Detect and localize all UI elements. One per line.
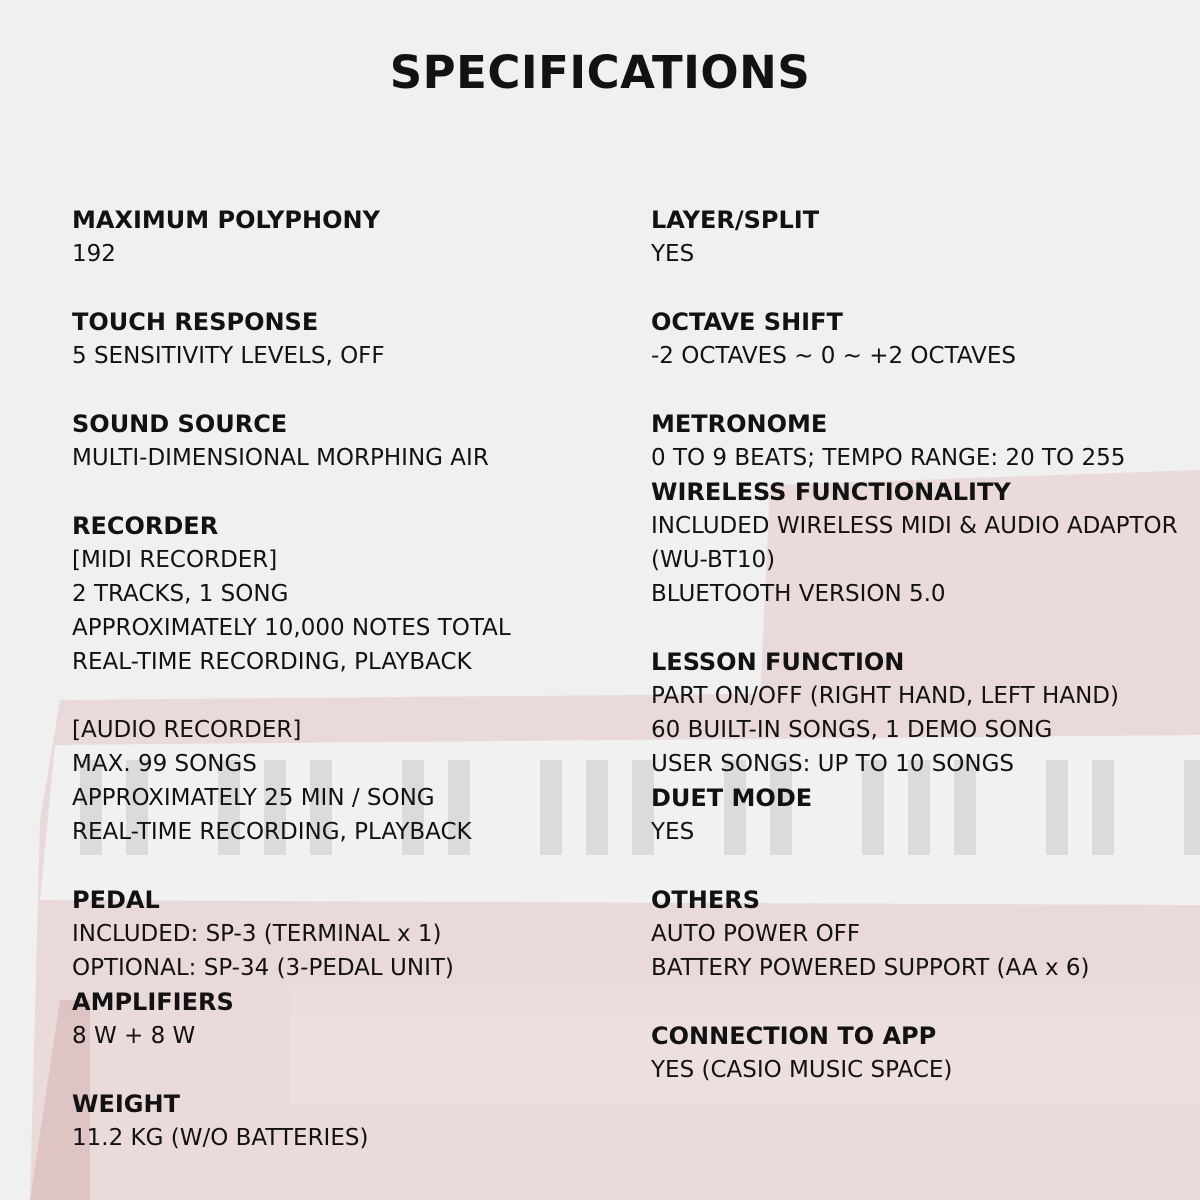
spec-label: WIRELESS FUNCTIONALITY xyxy=(651,478,1011,506)
spec-value: BATTERY POWERED SUPPORT (AA x 6) xyxy=(651,955,1090,981)
spec-item xyxy=(72,203,632,271)
spec-label: OTHERS xyxy=(651,886,761,914)
spec-value: [AUDIO RECORDER] xyxy=(72,717,302,743)
spec-value: 60 BUILT-IN SONGS, 1 DEMO SONG xyxy=(651,717,1053,743)
spec-column-right xyxy=(651,203,1191,1087)
spec-value: MAX. 99 SONGS xyxy=(72,751,257,777)
spec-item xyxy=(651,475,1191,611)
spec-value: PART ON/OFF (RIGHT HAND, LEFT HAND) xyxy=(651,683,1119,709)
spec-label: OCTAVE SHIFT xyxy=(651,308,843,336)
spec-column-left xyxy=(72,203,632,1155)
spec-value: YES (CASIO MUSIC SPACE) xyxy=(651,1057,953,1083)
spec-item xyxy=(651,305,1191,373)
spec-item xyxy=(651,203,1191,271)
spec-label: LAYER/SPLIT xyxy=(651,206,820,234)
spec-label: SOUND SOURCE xyxy=(72,410,288,438)
spec-value: 2 TRACKS, 1 SONG xyxy=(72,581,289,607)
spec-item xyxy=(72,985,632,1053)
spec-label: METRONOME xyxy=(651,410,828,438)
spec-value: USER SONGS: UP TO 10 SONGS xyxy=(651,751,1015,777)
spec-item xyxy=(72,407,632,475)
spec-value: YES xyxy=(651,819,695,845)
spec-value: AUTO POWER OFF xyxy=(651,921,861,947)
spec-value: 0 TO 9 BEATS; TEMPO RANGE: 20 TO 255 xyxy=(651,445,1126,471)
spec-item xyxy=(72,713,632,849)
spec-value: 5 SENSITIVITY LEVELS, OFF xyxy=(72,343,385,369)
spec-item xyxy=(651,883,1191,985)
spec-value: APPROXIMATELY 10,000 NOTES TOTAL xyxy=(72,615,511,641)
spec-value: REAL-TIME RECORDING, PLAYBACK xyxy=(72,819,472,845)
spec-item xyxy=(651,645,1191,781)
spec-item xyxy=(651,781,1191,849)
spec-value: APPROXIMATELY 25 MIN / SONG xyxy=(72,785,435,811)
spec-value: 11.2 KG (W/O BATTERIES) xyxy=(72,1125,369,1151)
spec-label: RECORDER xyxy=(72,512,219,540)
spec-value: 8 W + 8 W xyxy=(72,1023,196,1049)
spec-item xyxy=(651,1019,1191,1087)
spec-item xyxy=(651,407,1191,475)
spec-value: YES xyxy=(651,241,695,267)
spec-label: DUET MODE xyxy=(651,784,813,812)
spec-label: MAXIMUM POLYPHONY xyxy=(72,206,380,234)
spec-value: OPTIONAL: SP-34 (3-PEDAL UNIT) xyxy=(72,955,454,981)
page-title: SPECIFICATIONS xyxy=(389,46,811,99)
spec-item xyxy=(72,305,632,373)
spec-value: BLUETOOTH VERSION 5.0 xyxy=(651,581,946,607)
spec-label: AMPLIFIERS xyxy=(72,988,234,1016)
spec-item xyxy=(72,883,632,985)
spec-label: CONNECTION TO APP xyxy=(651,1022,937,1050)
spec-value: [MIDI RECORDER] xyxy=(72,547,278,573)
spec-value: MULTI-DIMENSIONAL MORPHING AIR xyxy=(72,445,489,471)
spec-value: INCLUDED: SP-3 (TERMINAL x 1) xyxy=(72,921,442,947)
spec-item xyxy=(72,1087,632,1155)
spec-value: INCLUDED WIRELESS MIDI & AUDIO ADAPTOR (WU-BT10) xyxy=(651,513,1178,573)
spec-value: 192 xyxy=(72,241,116,267)
spec-label: PEDAL xyxy=(72,886,160,914)
spec-label: LESSON FUNCTION xyxy=(651,648,905,676)
spec-value: -2 OCTAVES ~ 0 ~ +2 OCTAVES xyxy=(651,343,1016,369)
spec-value: REAL-TIME RECORDING, PLAYBACK xyxy=(72,649,472,675)
spec-item xyxy=(72,509,632,679)
spec-label: WEIGHT xyxy=(72,1090,180,1118)
spec-label: TOUCH RESPONSE xyxy=(72,308,319,336)
